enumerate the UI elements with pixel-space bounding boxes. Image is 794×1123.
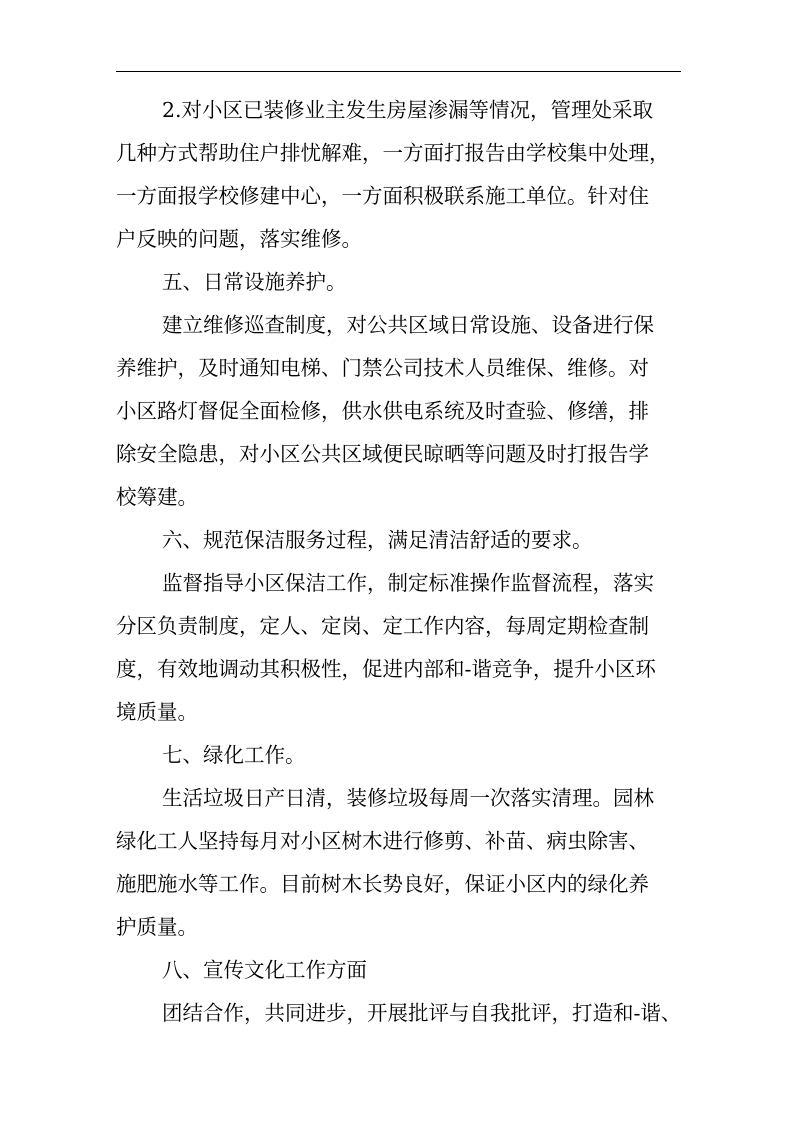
- paragraph-line: 监督指导小区保洁工作，制定标准操作监督流程，落实: [162, 571, 654, 595]
- paragraph-line: 护质量。: [116, 915, 198, 939]
- section-heading: 八、宣传文化工作方面: [162, 958, 367, 982]
- paragraph-line: 小区路灯督促全面检修，供水供电系统及时查验、修缮，排: [116, 399, 649, 423]
- paragraph-line: 建立维修巡查制度，对公共区域日常设施、设备进行保: [162, 313, 654, 337]
- paragraph-line: 绿化工人坚持每月对小区树木进行修剪、补苗、病虫除害、: [116, 829, 649, 853]
- paragraph-line: 2.对小区已装修业主发生房屋渗漏等情况，管理处采取: [162, 98, 654, 122]
- paragraph-line: 分区负责制度，定人、定岗、定工作内容，每周定期检查制: [116, 614, 649, 638]
- paragraph-line: 除安全隐患，对小区公共区域便民晾晒等问题及时打报告学: [116, 442, 649, 466]
- paragraph-line: 户反映的问题，落实维修。: [116, 227, 362, 251]
- section-heading: 七、绿化工作。: [162, 743, 306, 767]
- paragraph-line: 一方面报学校修建中心，一方面积极联系施工单位。针对住: [116, 184, 649, 208]
- section-heading: 六、规范保洁服务过程，满足清洁舒适的要求。: [162, 528, 593, 552]
- paragraph-line: 校筹建。: [116, 485, 198, 509]
- paragraph-line: 生活垃圾日产日清，装修垃圾每周一次落实清理。园林: [162, 786, 654, 810]
- paragraph-line: 施肥施水等工作。目前树木长势良好，保证小区内的绿化养: [116, 872, 649, 896]
- paragraph-line: 团结合作，共同进步，开展批评与自我批评，打造和-谐、: [162, 1001, 682, 1025]
- paragraph-line: 几种方式帮助住户排忧解难，一方面打报告由学校集中处理，: [116, 141, 670, 165]
- paragraph-line: 境质量。: [116, 700, 198, 724]
- section-heading: 五、日常设施养护。: [162, 270, 347, 294]
- paragraph-line: 养维护，及时通知电梯、门禁公司技术人员维保、维修。对: [116, 356, 649, 380]
- header-rule: [116, 71, 681, 72]
- paragraph-line: 度，有效地调动其积极性，促进内部和-谐竞争，提升小区环: [116, 657, 656, 681]
